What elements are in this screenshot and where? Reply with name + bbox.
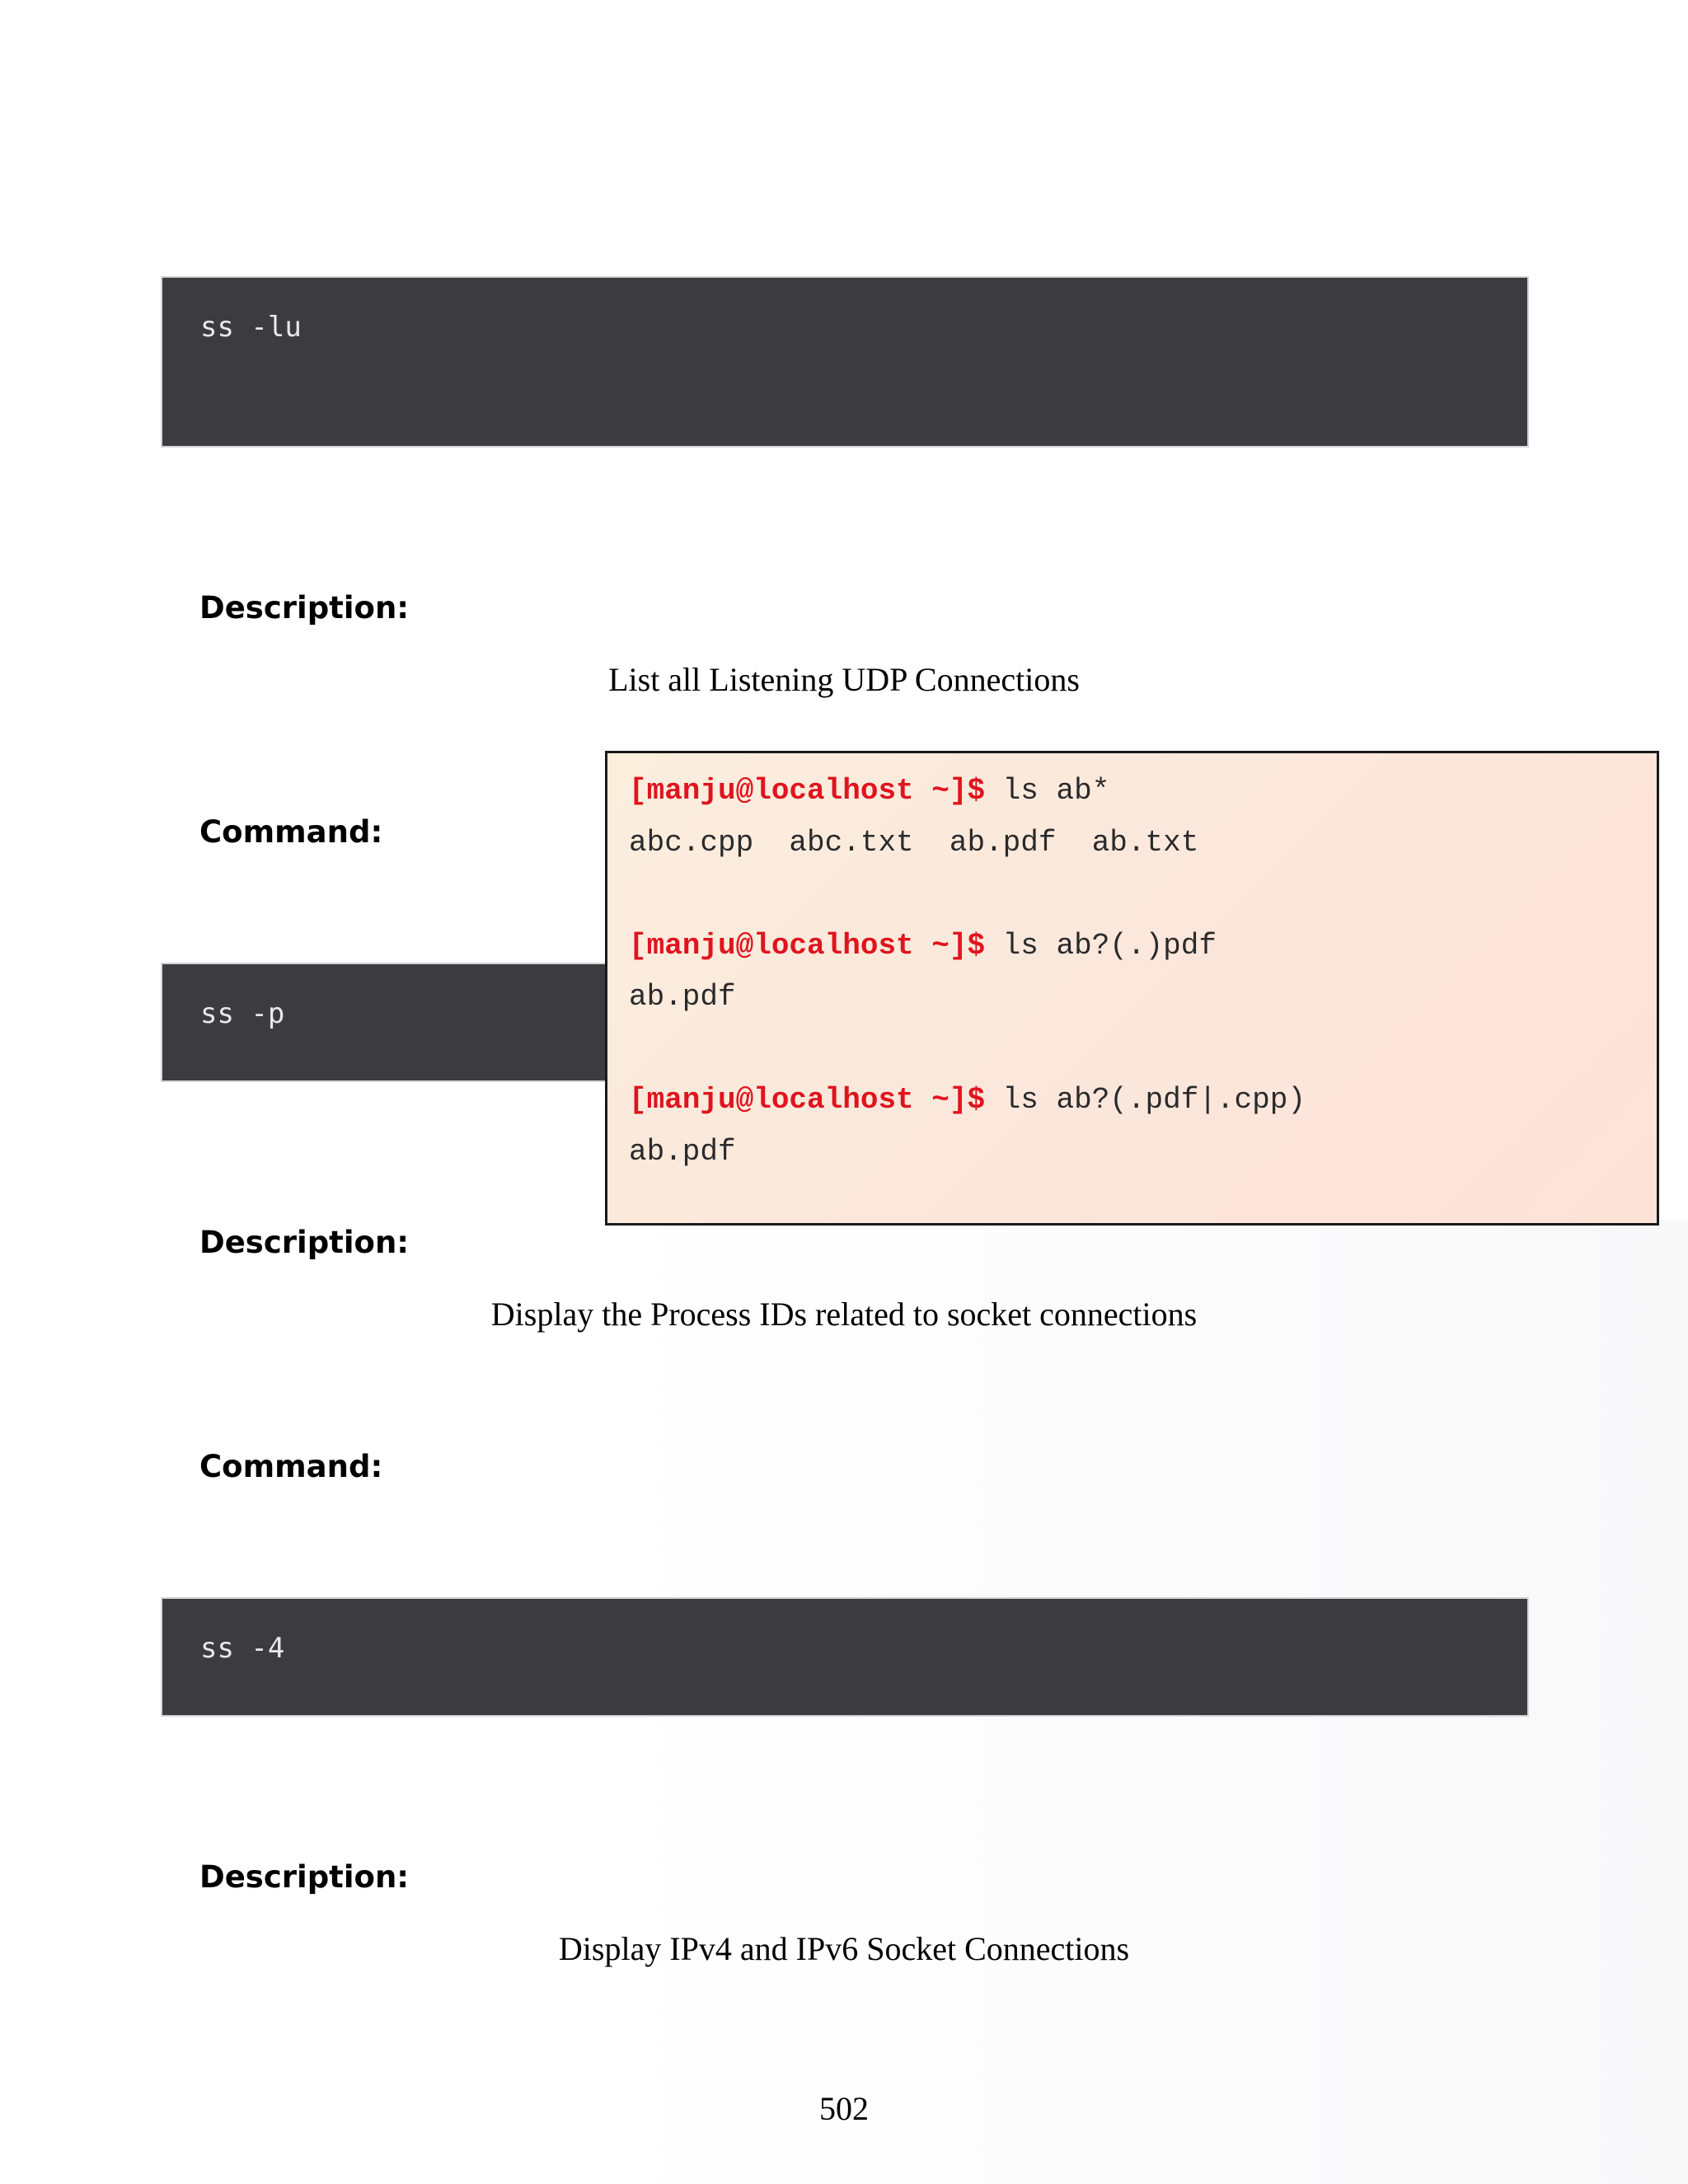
description-text: List all Listening UDP Connections — [608, 661, 1080, 698]
terminal-line — [629, 972, 1657, 1024]
terminal-line — [629, 818, 1657, 869]
description-text: Display the Process IDs related to socket connections — [490, 1296, 1198, 1333]
shell-output: ab.pdf — [629, 980, 736, 1014]
page-number: 502 — [819, 2090, 869, 2127]
code-text: ss -4 — [200, 1632, 285, 1665]
code-text: ss -p — [200, 997, 285, 1030]
terminal-line — [629, 1075, 1657, 1127]
shell-output: ab.pdf — [629, 1134, 736, 1169]
code-block-ss-lu[interactable] — [161, 276, 1529, 448]
description-label: Description: — [199, 590, 410, 626]
shell-prompt: [manju@localhost ~]$ — [629, 774, 986, 808]
command-label: Command: — [199, 814, 383, 850]
code-block-ss-4[interactable] — [161, 1597, 1529, 1717]
description-text: Display IPv4 and IPv6 Socket Connections — [558, 1930, 1130, 1967]
code-text: ss -lu — [200, 311, 302, 344]
command-label: Command: — [199, 1449, 383, 1484]
description-label: Description: — [199, 1225, 410, 1260]
shell-prompt: [manju@localhost ~]$ — [629, 928, 986, 963]
terminal-line — [629, 1127, 1657, 1179]
terminal-line — [629, 766, 1657, 818]
terminal-line — [629, 921, 1657, 972]
shell-output: abc.cpp abc.txt ab.pdf ab.txt — [629, 825, 1199, 860]
shell-command: ls ab?(.)pdf — [985, 928, 1217, 963]
terminal-line — [629, 1024, 1657, 1076]
shell-command: ls ab?(.pdf|.cpp) — [985, 1083, 1306, 1117]
description-label: Description: — [199, 1859, 410, 1895]
terminal-snippet-overlay — [605, 751, 1659, 1226]
terminal-line — [629, 869, 1657, 921]
shell-prompt: [manju@localhost ~]$ — [629, 1083, 986, 1117]
shell-command: ls ab* — [985, 774, 1110, 808]
